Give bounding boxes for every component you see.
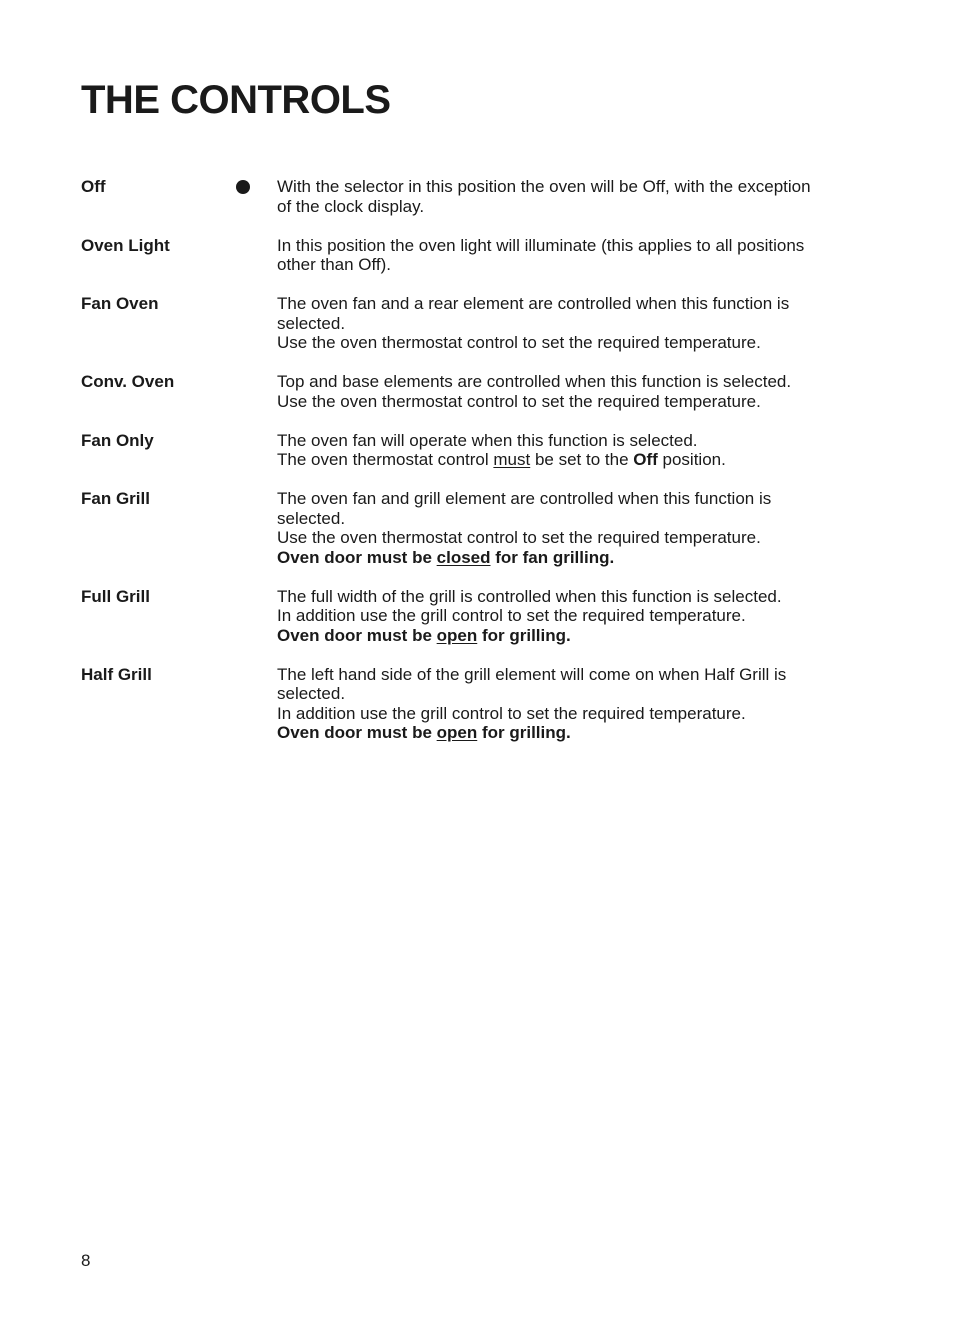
control-description bbox=[277, 587, 881, 646]
description-line: selected. bbox=[277, 313, 346, 333]
bullet-icon bbox=[236, 180, 250, 194]
control-label: Off bbox=[81, 177, 106, 196]
description-line: In addition use the grill control to set the required temperature. bbox=[277, 606, 746, 625]
control-label: Fan Oven bbox=[81, 294, 159, 313]
underlined-text: open bbox=[436, 723, 478, 742]
control-description bbox=[277, 665, 881, 743]
page-title: THE CONTROLS bbox=[81, 78, 391, 122]
description-line: With the selector in this position the oven will be Off, with the exception bbox=[277, 177, 811, 196]
text-segment: Oven door must be bbox=[277, 625, 437, 645]
bold-text: Off bbox=[633, 450, 658, 469]
text-segment: Oven door must be bbox=[277, 547, 437, 567]
description-line: Use the oven thermostat control to set the required temperature. bbox=[277, 391, 761, 411]
description-line: selected. bbox=[277, 684, 346, 703]
control-label: Full Grill bbox=[81, 586, 150, 606]
text-segment: position. bbox=[657, 450, 726, 469]
control-label: Fan Grill bbox=[81, 489, 150, 508]
control-label: Conv. Oven bbox=[81, 372, 175, 391]
control-entry-oven-light bbox=[81, 236, 881, 275]
description-line: of the clock display. bbox=[277, 196, 425, 216]
description-line: Top and base elements are controlled when this function is selected. bbox=[277, 372, 792, 391]
description-line: The full width of the grill is controlled when this function is selected. bbox=[277, 586, 782, 606]
control-description bbox=[277, 236, 881, 275]
description-line: The oven fan and a rear element are controlled when this function is bbox=[277, 294, 790, 313]
control-description bbox=[277, 372, 881, 411]
description-line: The oven fan will operate when this function is selected. bbox=[277, 430, 698, 450]
description-line: In addition use the grill control to set the required temperature. bbox=[277, 703, 746, 723]
underlined-text: closed bbox=[436, 547, 491, 567]
control-description bbox=[277, 489, 881, 567]
text-segment: be set to the bbox=[530, 450, 634, 469]
description-line bbox=[277, 723, 881, 743]
description-line: In this position the oven light will illuminate (this applies to all positions bbox=[277, 235, 805, 255]
control-description bbox=[277, 177, 881, 216]
description-line: The oven fan and grill element are controlled when this function is bbox=[277, 489, 772, 508]
control-description bbox=[277, 431, 881, 470]
text-segment: for fan grilling. bbox=[490, 547, 615, 567]
control-entry-half-grill bbox=[81, 665, 881, 743]
description-line: Use the oven thermostat control to set the required temperature. bbox=[277, 333, 761, 352]
page-number: 8 bbox=[81, 1251, 91, 1270]
description-line bbox=[277, 548, 881, 568]
control-entry-off bbox=[81, 177, 881, 216]
description-line: Use the oven thermostat control to set the required temperature. bbox=[277, 528, 761, 547]
controls-list bbox=[81, 177, 881, 743]
text-segment: for grilling. bbox=[477, 625, 571, 645]
control-entry-fan-only bbox=[81, 431, 881, 470]
control-label: Fan Only bbox=[81, 430, 154, 450]
control-entry-fan-grill bbox=[81, 489, 881, 567]
control-entry-full-grill bbox=[81, 587, 881, 646]
underlined-text: must bbox=[493, 450, 531, 469]
underlined-text: open bbox=[436, 625, 478, 645]
control-description bbox=[277, 294, 881, 353]
description-line: The left hand side of the grill element will come on when Half Grill is bbox=[277, 664, 787, 684]
description-line bbox=[277, 626, 881, 646]
text-segment: for grilling. bbox=[477, 723, 571, 742]
description-line bbox=[277, 450, 881, 470]
text-segment: The oven thermostat control bbox=[277, 450, 494, 469]
control-entry-fan-oven bbox=[81, 294, 881, 353]
description-line: selected. bbox=[277, 508, 346, 528]
control-entry-conv-oven bbox=[81, 372, 881, 411]
control-label: Oven Light bbox=[81, 235, 170, 255]
description-line: other than Off). bbox=[277, 255, 392, 274]
text-segment: Oven door must be bbox=[277, 723, 437, 742]
control-label: Half Grill bbox=[81, 664, 152, 684]
